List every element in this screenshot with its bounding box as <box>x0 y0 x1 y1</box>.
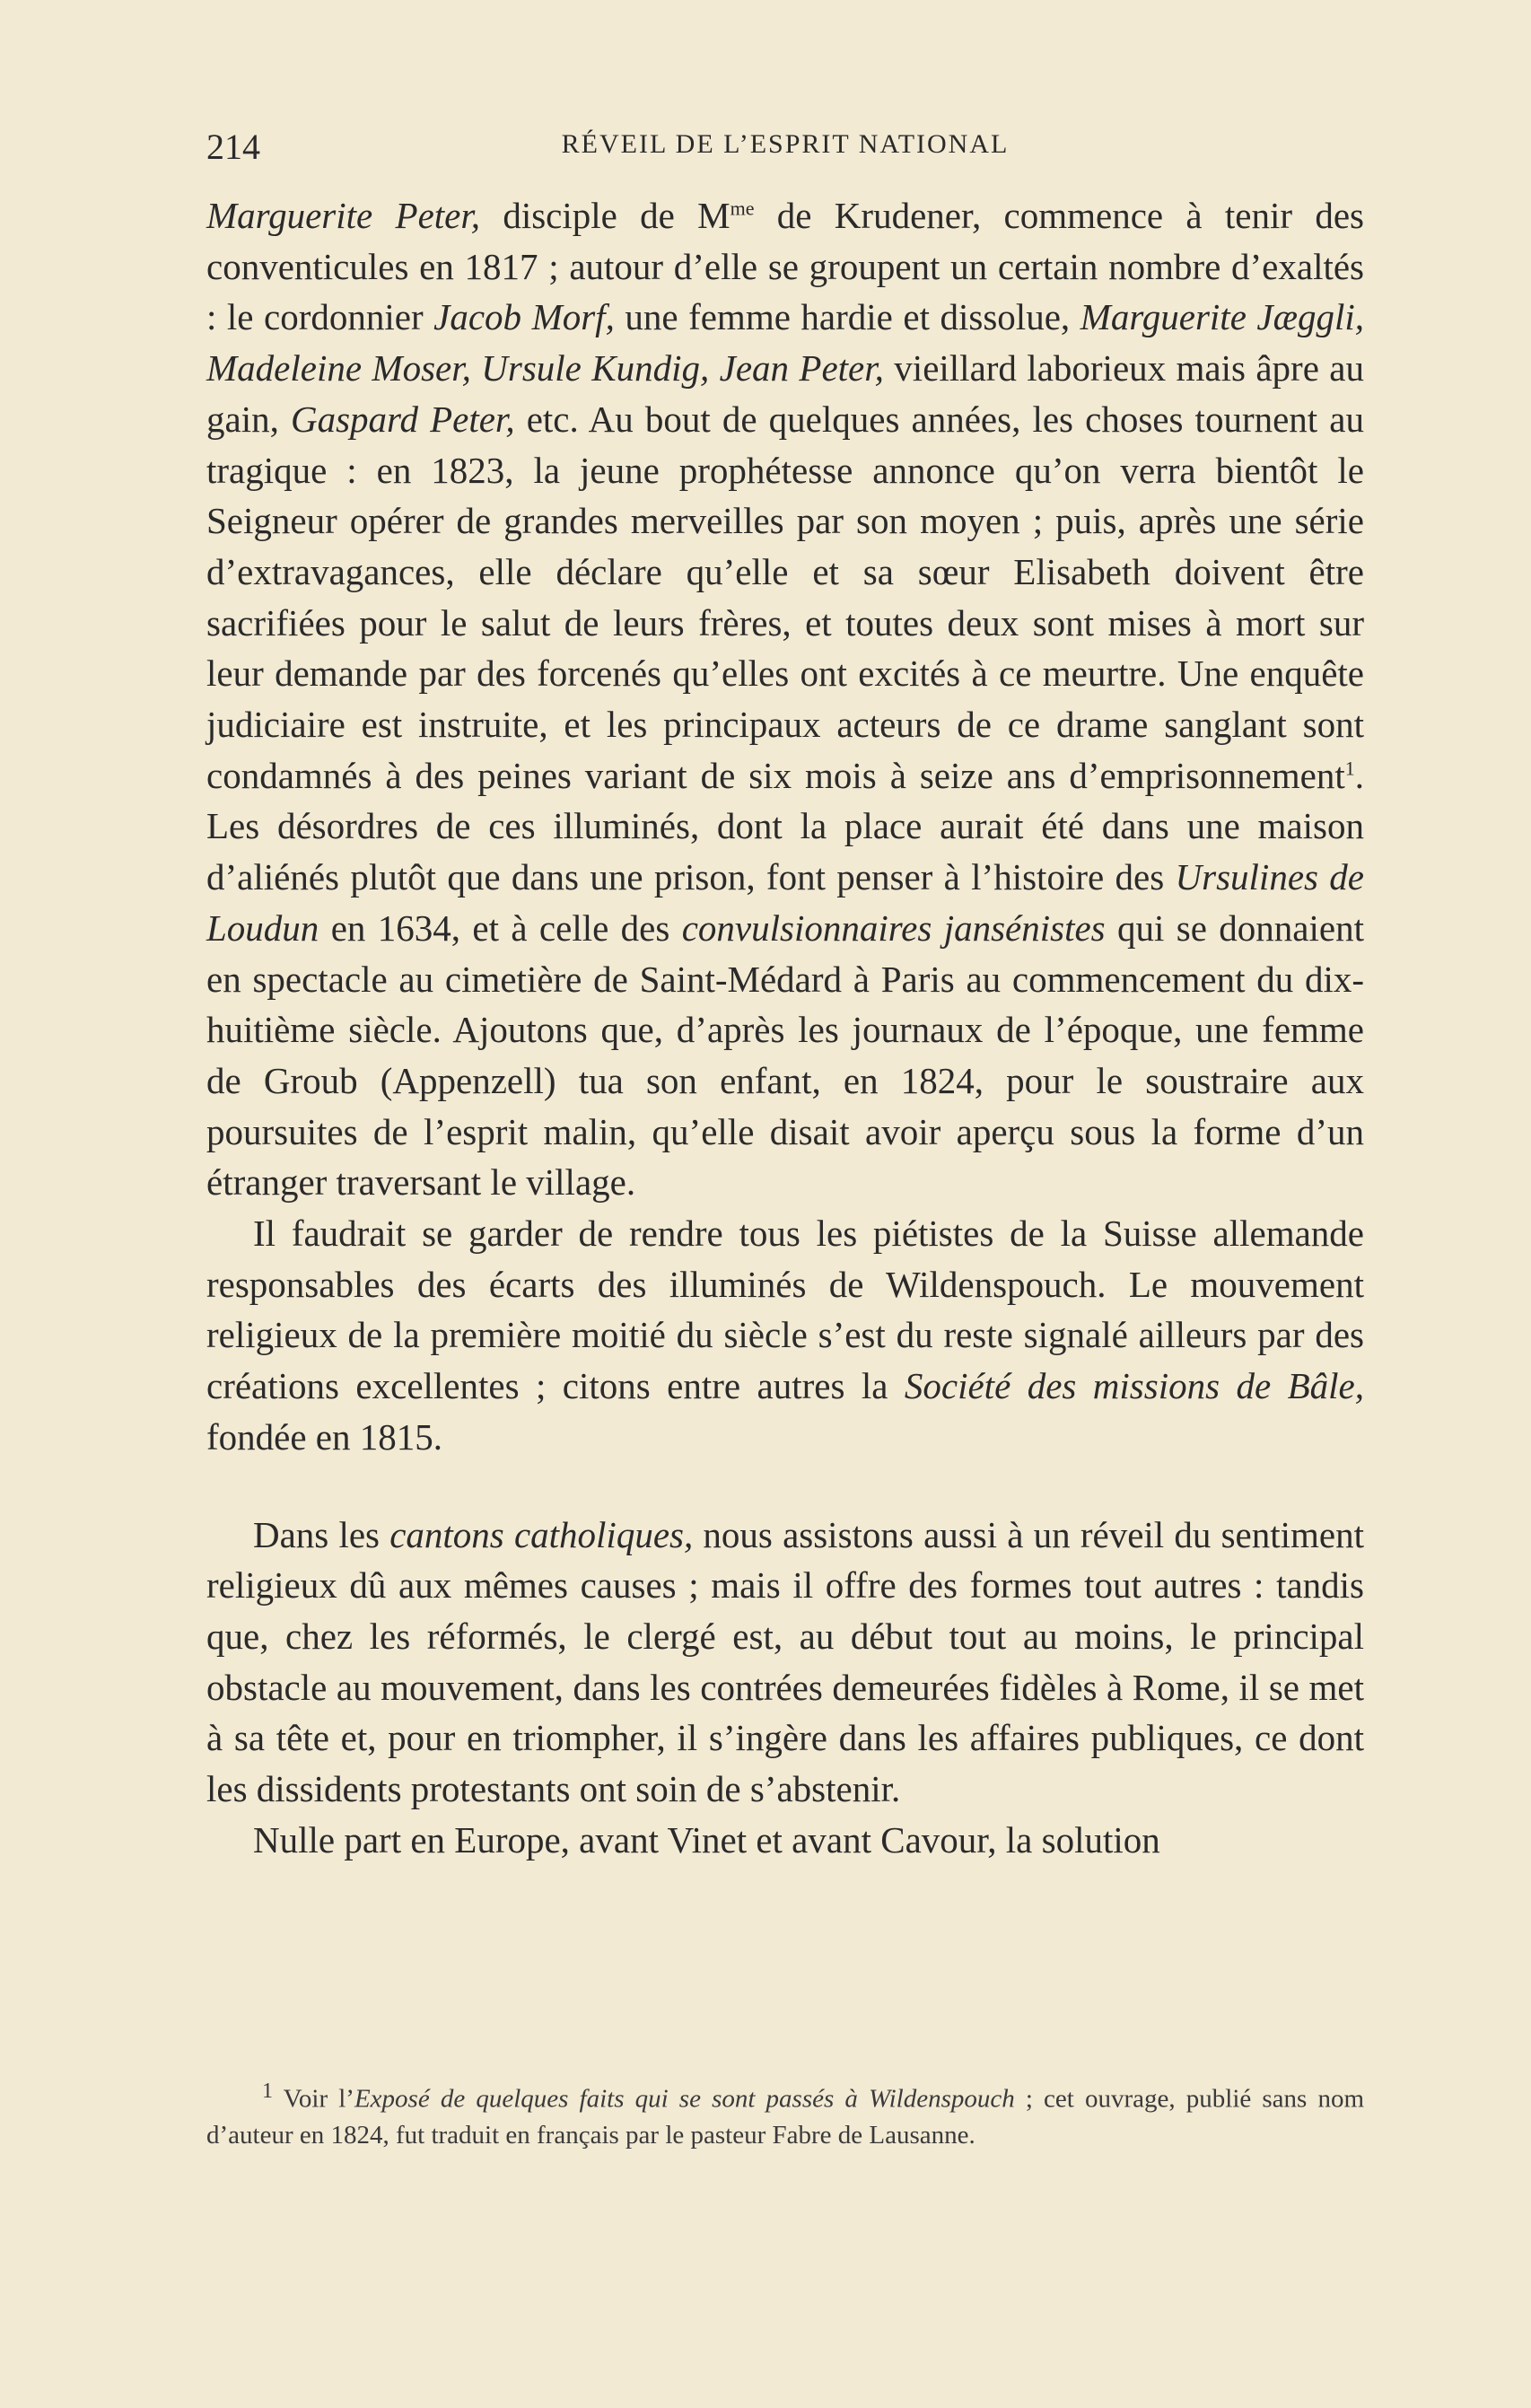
footnote-reference: 1 <box>1344 757 1355 780</box>
italic-title: Exposé de quelques faits qui se sont passés à Wildenspouch <box>354 2084 1015 2114</box>
italic-name: Marguerite Peter, <box>206 195 481 236</box>
italic-names: Marguerite Jæggli, Madeleine Moser, Ursule Kundig, Jean Peter, <box>206 296 1364 390</box>
body-text <box>206 190 1364 1866</box>
italic-term: Ursulines de Loudun <box>206 856 1364 949</box>
italic-name: Gaspard Peter, <box>290 398 515 440</box>
italic-term: convulsionnaires jansénistes <box>681 906 1106 949</box>
italic-term: cantons catholiques, <box>389 1513 694 1555</box>
paragraph-3: Dans les cantons catholiques, nous assistons aussi à un réveil du sentiment religieux dû aux mêmes causes ; mais il offre des formes tout autres : tandis que, chez les réformés, le clergé est, au début tout au moins, le principal obstacle au mouvement, dans les contrées demeurées fidèles à Rome, il se met à sa tête et, pour en triompher, il s’ingère dans les affaires publiques, ce dont les dissidents protestants ont soin de s’abstenir. <box>206 1513 1364 1810</box>
page-number: 214 <box>206 127 260 167</box>
paragraph-1: Marguerite Peter, disciple de $M^{me}$ de Krudener, commence à tenir des conventicules en 1817 ; autour d’elle se groupent un certain nombre d’exaltés : le cordonnier Jacob Morf, une femme hardie et dissolue, Marguerite Jæggli, Madeleine Moser, Ursule Kundig, Jean Peter, vieillard laborieux mais âpre au gain, Gaspard Peter, etc. Au bout de quelques années, les choses tournent au tragique : en 1823, la jeune prophétesse annonce qu’on verra bientôt le Seigneur opérer de grandes merveilles par son moyen ; puis, après une série d’extravagances, elle déclare qu’elle et sa sœur Elisabeth doivent être sacrifiées pour le salut de leurs frères, et toutes deux sont mises à mort sur leur demande par des forcenés qu’elles ont excités à ce meurtre. Une enquête judiciaire est instruite, et les principaux acteurs de ce drame sanglant sont condamnés à des peines variant de six mois à seize ans d’emprisonnement$^1$. Les désordres de ces illuminés, dont la place aurait été dans une maison d’aliénés plutôt que dans une prison, font penser à l’histoire des Ursulines de Loudun en 1634, et à celle des convulsionnaires jansénistes qui se donnaient en spectacle au cimetière de Saint-Médard à Paris au commencement du dix-huitième siècle. Ajoutons que, d’après les journaux de l’époque, une femme de Groub (Appenzell) tua son enfant, en 1824, pour le soustraire aux poursuites de l’esprit malin, qu’elle disait avoir aperçu sous la forme d’un étranger traversant le village. <box>206 195 1364 1204</box>
italic-term: Société des missions de Bâle, <box>904 1365 1364 1407</box>
footnotes <box>206 2073 1364 2153</box>
superscript: me <box>730 197 755 220</box>
page-header <box>206 126 1364 171</box>
paragraph-2: Il faudrait se garder de rendre tous les piétistes de la Suisse allemande responsables des écarts des illuminés de Wildenspouch. Le mouvement religieux de la première moitié du siècle s’est du reste signalé ailleurs par des créations excellentes ; citons entre autres la Société des missions de Bâle, fondée en 1815. <box>206 1213 1364 1458</box>
paragraph-4: Nulle part en Europe, avant Vinet et avant Cavour, la solution <box>253 1818 1160 1861</box>
footnote-1: $^1$ Voir l’Exposé de quelques faits qui se sont passés à Wildenspouch ; cet ouvrage, publié sans nom d’auteur en 1824, fut traduit en français par le pasteur Fabre de Lausanne. <box>206 2079 1365 2150</box>
running-title: RÉVEIL DE L’ESPRIT NATIONAL <box>561 129 1010 159</box>
footnote-mark: 1 <box>262 2079 274 2103</box>
italic-name: Jacob Morf, <box>433 296 615 338</box>
